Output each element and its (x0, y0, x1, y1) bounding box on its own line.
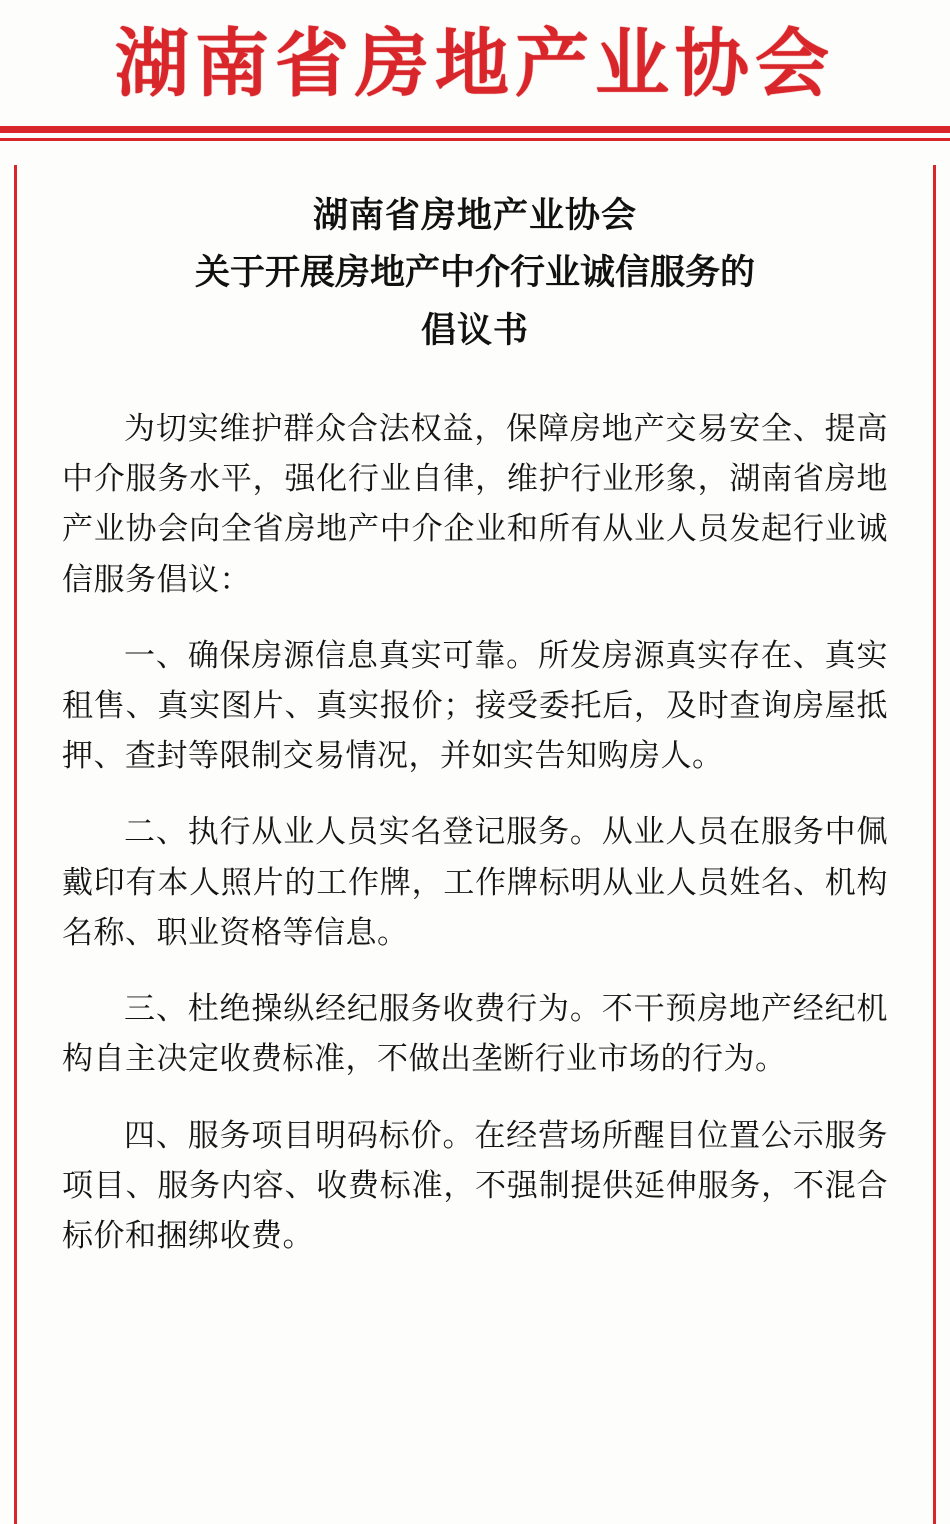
document-title (62, 187, 888, 360)
document-body (0, 141, 950, 1262)
paragraph-item-3: 三、杜绝操纵经纪服务收费行为。不干预房地产经纪机构自主决定收费标准，不做出垄断行业市场的行为。 (62, 991, 888, 1078)
document-title-line-1: 湖南省房地产业协会 (312, 194, 637, 236)
letterhead (0, 0, 950, 141)
paragraph-item-2: 二、执行从业人员实名登记服务。从业人员在服务中佩戴印有本人照片的工作牌，工作牌标明从业人员姓名、机构名称、职业资格等信息。 (62, 814, 888, 951)
letterhead-organization-title: 湖南省房地产业协会 (115, 21, 835, 107)
paragraph-item-4: 四、服务项目明码标价。在经营场所醒目位置公示服务项目、服务内容、收费标准，不强制提供延伸服务，不混合标价和捆绑收费。 (62, 1117, 888, 1254)
document-title-line-3: 倡议书 (420, 310, 529, 352)
paragraph-item-1: 一、确保房源信息真实可靠。所发房源真实存在、真实租售、真实图片、真实报价；接受委托后，及时查询房屋抵押、查封等限制交易情况，并如实告知购房人。 (62, 637, 888, 775)
document-title-line-2: 关于开展房地产中介行业诚信服务的 (194, 252, 755, 294)
letterhead-divider-thick (0, 126, 950, 133)
paragraph-intro: 为切实维护群众合法权益，保障房地产交易安全、提高中介服务水平，强化行业自律，维护行业形象，湖南省房地产业协会向全省房地产中介企业和所有从业人员发起行业诚信服务倡议： (62, 410, 888, 598)
